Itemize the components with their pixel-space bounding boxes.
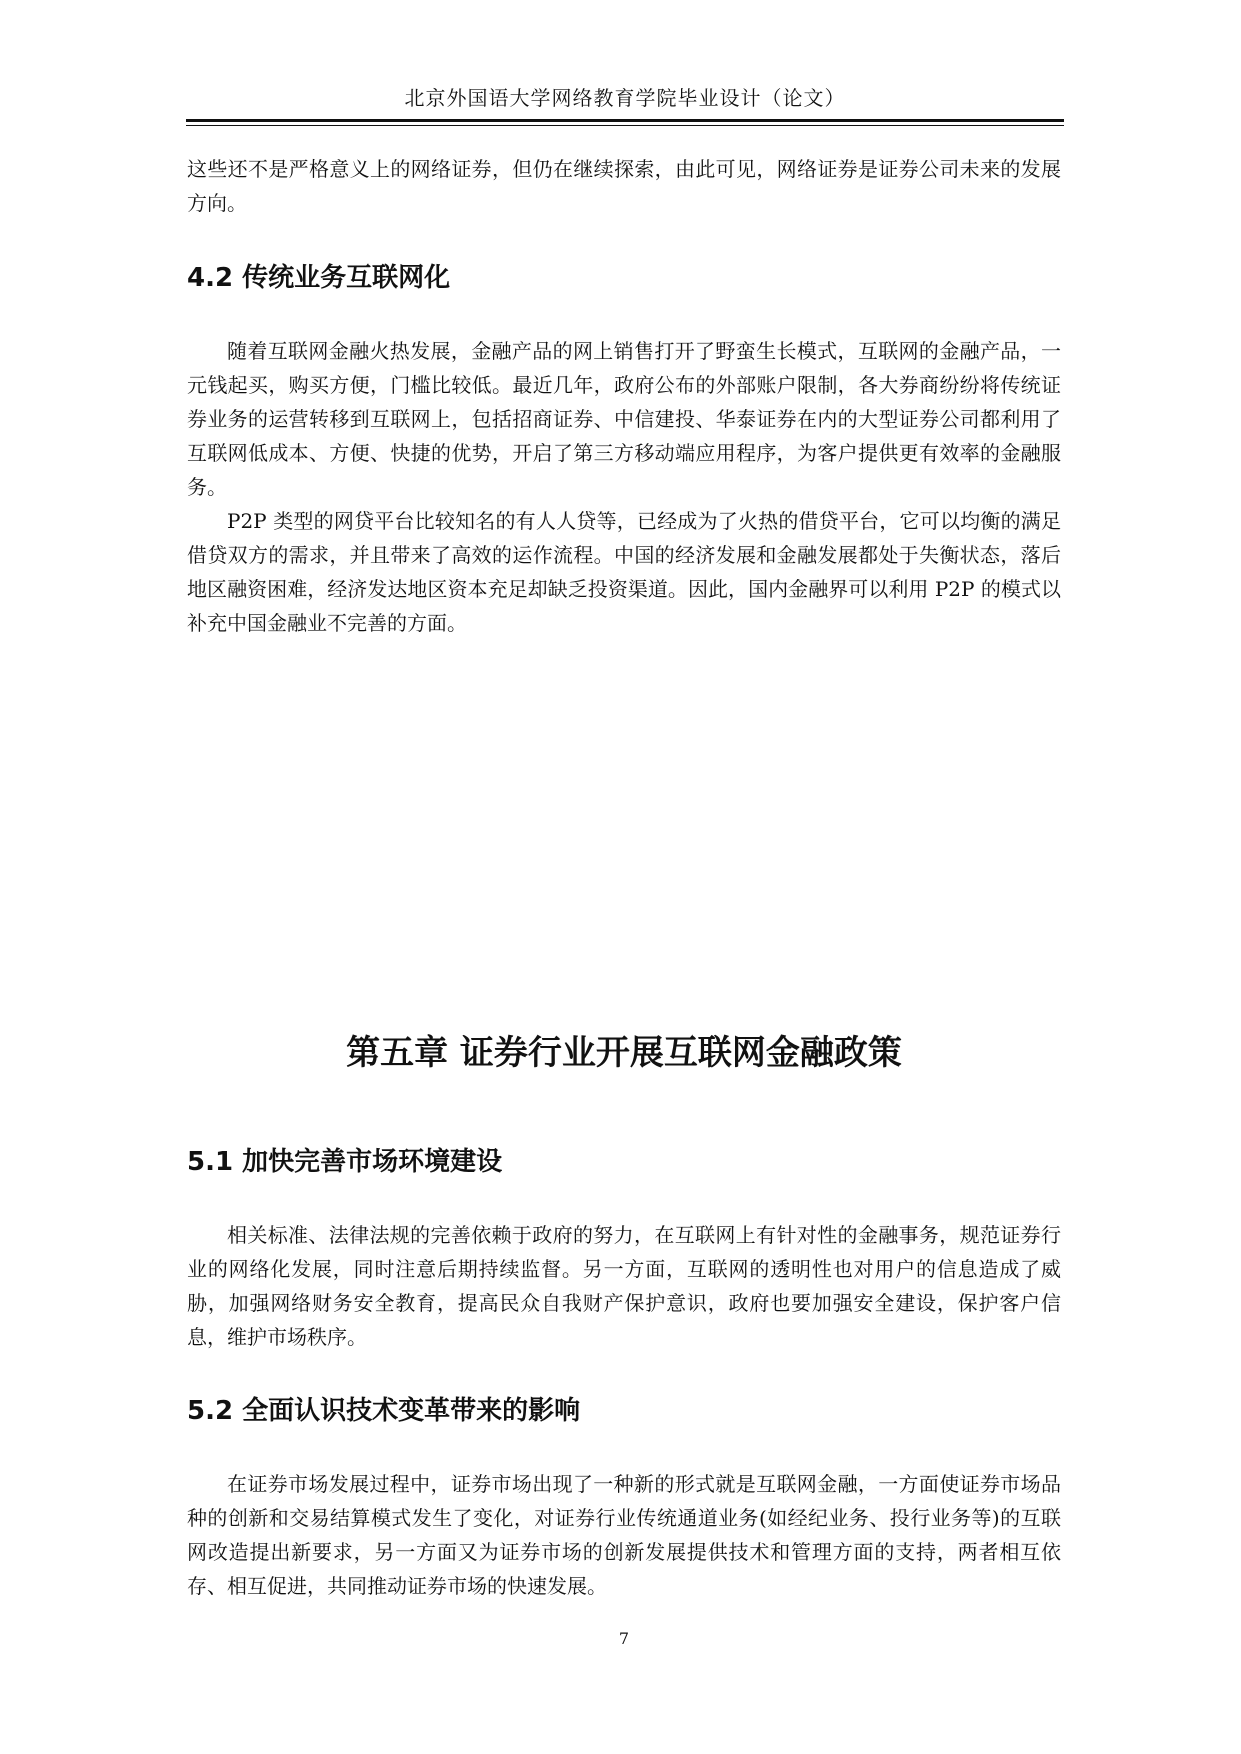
paragraph-4-2-2: P2P 类型的网贷平台比较知名的有人人贷等，已经成为了火热的借贷平台，它可以均衡的满足借贷双方的需求，并且带来了高效的运作流程。中国的经济发展和金融发展都处于失衡状态，落后地区融资困难，经济发达地区资本充足却缺乏投资渠道。因此，国内金融界可以利用 P2P 的模式以补充中国金融业不完善的方面。 bbox=[187, 509, 1061, 635]
running-header: 北京外国语大学网络教育学院毕业设计（论文） bbox=[404, 86, 846, 110]
section-heading-5-1: 5.1 加快完善市场环境建设 bbox=[187, 1147, 503, 1177]
page-number: 7 bbox=[618, 1629, 630, 1648]
section-heading-5-2: 5.2 全面认识技术变革带来的影响 bbox=[187, 1396, 581, 1426]
paragraph-5-2-1: 在证券市场发展过程中，证券市场出现了一种新的形式就是互联网金融，一方面使证券市场品种的创新和交易结算模式发生了变化，对证券行业传统通道业务(如经纪业务、投行业务等)的互联网改造提出新要求，另一方面又为证券市场的创新发展提供技术和管理方面的支持，两者相互依存、相互促进，共同推动证券市场的快速发展。 bbox=[187, 1472, 1061, 1598]
paragraph-5-1-1: 相关标准、法律法规的完善依赖于政府的努力，在互联网上有针对性的金融事务，规范证券行业的网络化发展，同时注意后期持续监督。另一方面，互联网的透明性也对用户的信息造成了威胁，加强网络财务安全教育，提高民众自我财产保护意识，政府也要加强安全建设，保护客户信息，维护市场秩序。 bbox=[187, 1223, 1061, 1349]
paragraph-4-2-1: 随着互联网金融火热发展，金融产品的网上销售打开了野蛮生长模式，互联网的金融产品，一元钱起买，购买方便，门槛比较低。最近几年，政府公布的外部账户限制，各大券商纷纷将传统证券业务的运营转移到互联网上，包括招商证券、中信建投、华泰证券在内的大型证券公司都利用了互联网低成本、方便、快捷的优势，开启了第三方移动端应用程序，为客户提供更有效率的金融服务。 bbox=[187, 339, 1061, 499]
section-heading-4-2: 4.2 传统业务互联网化 bbox=[187, 263, 451, 293]
header-rule-thin bbox=[186, 125, 1064, 126]
chapter-title: 第五章 证券行业开展互联网金融政策 bbox=[346, 1033, 902, 1073]
continuation-paragraph: 这些还不是严格意义上的网络证券，但仍在继续探索，由此可见，网络证券是证券公司未来的发展方向。 bbox=[187, 157, 1061, 215]
header-rule-thick bbox=[186, 119, 1064, 122]
